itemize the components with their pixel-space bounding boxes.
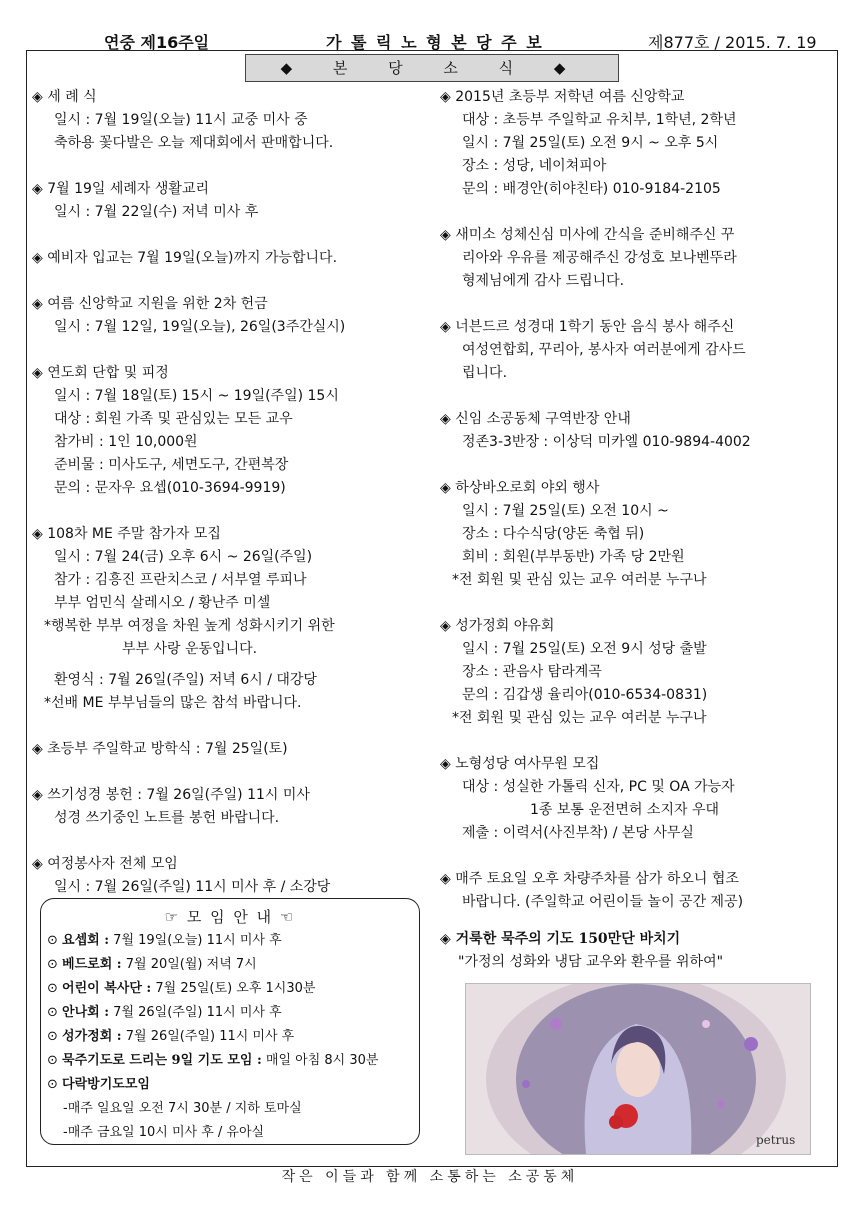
news-item-line: 참가비 : 1인 10,000원 (54, 434, 198, 450)
meeting-item (41, 1073, 419, 1097)
news-item-line: 대상 : 초등부 주일학교 유치부, 1학년, 2학년 (462, 112, 737, 128)
meeting-item (41, 929, 419, 953)
news-item-line: 일시 : 7월 25일(토) 오전 9시 ~ 오후 5시 (462, 135, 719, 151)
news-item-line: 일시 : 7월 19일(오늘) 11시 교중 미사 중 (54, 112, 308, 128)
news-item-title: ◈ 7월 19일 세례자 생활교리 (32, 178, 430, 201)
news-item-title: ◈ 여름 신앙학교 지원을 위한 2차 헌금 (32, 293, 430, 316)
news-item-line: 회비 : 회원(부부동반) 가족 당 2만원 (462, 549, 685, 565)
meeting-name: 베드로회 : (62, 957, 122, 972)
news-item-line: 1종 보통 운전면허 소지자 우대 (530, 802, 719, 818)
news-item-title: ◈ 세 례 식 (32, 86, 430, 109)
news-item-line: 성경 쓰기중인 노트를 봉헌 바랍니다. (54, 810, 280, 826)
news-item-line: 장소 : 성당, 네이쳐피아 (462, 158, 607, 174)
news-item-title: ◈ 연도회 단합 및 피정 (32, 362, 430, 385)
meeting-name: 묵주기도로 드리는 9일 기도 모임 : (62, 1053, 262, 1068)
news-item-title: ◈ 2015년 초등부 저학년 여름 신앙학교 (440, 86, 832, 109)
meeting-detail: 7월 19일(오늘) 11시 미사 후 (113, 933, 282, 948)
news-item-line: 일시 : 7월 25일(토) 오전 10시 ~ (462, 503, 669, 519)
news-item-line: 준비물 : 미사도구, 세면도구, 간편복장 (54, 457, 289, 473)
artist-signature: petrus (756, 1133, 796, 1147)
meeting-detail: 7월 20일(월) 저녁 7시 (125, 957, 257, 972)
news-item (440, 408, 832, 454)
meeting-detail: 매일 아침 8시 30분 (265, 1053, 379, 1068)
meeting-sub-line: -매주 금요일 10시 미사 후 / 유아실 (63, 1125, 265, 1140)
news-item (440, 615, 832, 730)
news-item-line: 장소 : 관음사 탐라계곡 (462, 664, 602, 680)
circle-bullet-icon: ⊙ (47, 957, 63, 972)
news-item (32, 293, 430, 339)
news-item-title: ◈ 예비자 입교는 7월 19일(오늘)까지 가능합니다. (32, 247, 430, 270)
news-item-line: 리아와 우유를 제공해주신 강성호 보나벤뚜라 (462, 250, 737, 266)
news-item (32, 523, 430, 715)
bulletin-title: 가 톨 릭 노 형 본 당 주 보 (326, 33, 544, 52)
meeting-box-title: ☞ 모 임 안 내 ☜ (164, 908, 296, 926)
meeting-item (41, 1049, 419, 1073)
news-item-line: 환영식 : 7월 26일(주일) 저녁 6시 / 대강당 (54, 672, 317, 688)
news-item (32, 738, 430, 761)
left-column (32, 86, 430, 922)
news-item-line: 부부 엄민식 살레시오 / 황난주 미셀 (54, 595, 271, 611)
news-item-line: 문의 : 김갑생 율리아(010-6534-0831) (462, 687, 708, 703)
news-item-title: ◈ 여정봉사자 전체 모임 (32, 853, 430, 876)
news-item-line: 바랍니다. (주일학교 어린이들 놀이 공간 제공) (462, 894, 744, 910)
meeting-box (40, 898, 420, 1145)
prayer-section (440, 928, 832, 974)
circle-bullet-icon: ⊙ (47, 1005, 63, 1020)
news-item-title: ◈ 성가정회 야유회 (440, 615, 832, 638)
news-item (440, 224, 832, 293)
meeting-sub-line: -매주 일요일 오전 7시 30분 / 지하 토마실 (63, 1101, 302, 1116)
news-item-line: 일시 : 7월 26일(주일) 11시 미사 후 / 소강당 (54, 879, 331, 895)
news-item (32, 784, 430, 830)
news-item-title: ◈ 노형성당 여사무원 모집 (440, 753, 832, 776)
news-item-line: 장소 : 다수식당(양돈 축협 뒤) (462, 526, 645, 542)
meeting-item (41, 1001, 419, 1025)
news-item-line: 립니다. (462, 365, 508, 381)
news-item (32, 247, 430, 270)
news-item-line: 참가 : 김흥진 프란치스코 / 서부열 루피나 (54, 572, 307, 588)
news-item-title: ◈ 108차 ME 주말 참가자 모집 (32, 523, 430, 546)
prayer-intent: "가정의 성화와 냉담 교우와 환우를 위하여" (458, 954, 724, 970)
page-header (0, 30, 860, 52)
meeting-name: 성가정회 : (62, 1029, 122, 1044)
news-item (32, 86, 430, 155)
news-item-note: *전 회원 및 관심 있는 교우 여러분 누구나 (452, 572, 707, 588)
meeting-name: 요셉회 : (62, 933, 110, 948)
meeting-detail: 7월 26일(주일) 11시 미사 후 (113, 1005, 282, 1020)
meeting-item (41, 953, 419, 977)
meeting-name: 어린이 복사단 : (62, 981, 152, 996)
news-item-title: ◈ 신임 소공동체 구역반장 안내 (440, 408, 832, 431)
meeting-name: 안나회 : (62, 1005, 110, 1020)
news-item-line: 일시 : 7월 24(금) 오후 6시 ~ 26일(주일) (54, 549, 313, 565)
news-item-title: ◈ 초등부 주일학교 방학식 : 7월 25일(토) (32, 738, 430, 761)
news-item-title: ◈ 매주 토요일 오후 차량주차를 삼가 하오니 협조 (440, 868, 832, 891)
news-item (440, 316, 832, 385)
circle-bullet-icon: ⊙ (47, 1029, 63, 1044)
meeting-item (41, 977, 419, 1001)
prayer-title: ◈ 거룩한 묵주의 기도 150만단 바치기 (440, 928, 832, 951)
meeting-name: 다락방기도모임 (62, 1077, 150, 1092)
news-item-title: ◈ 새미소 성체신심 미사에 간식을 준비해주신 꾸 (440, 224, 832, 247)
news-item (440, 868, 832, 914)
meeting-detail: 7월 26일(주일) 11시 미사 후 (125, 1029, 295, 1044)
circle-bullet-icon: ⊙ (47, 1053, 63, 1068)
news-item-line: 일시 : 7월 25일(토) 오전 9시 성당 출발 (462, 641, 707, 657)
news-item (32, 362, 430, 500)
news-item (440, 753, 832, 845)
news-item-line: 대상 : 성실한 가톨릭 신자, PC 및 OA 가능자 (462, 779, 735, 795)
news-item-line: 정존3-3반장 : 이상덕 미카엘 010-9894-4002 (462, 434, 751, 450)
right-column (440, 86, 832, 937)
news-item-line: 일시 : 7월 22일(수) 저녁 미사 후 (54, 204, 259, 220)
news-item-note: *전 회원 및 관심 있는 교우 여러분 누구나 (452, 710, 707, 726)
news-item-title: ◈ 너븐드르 성경대 1학기 동안 음식 봉사 해주신 (440, 316, 832, 339)
news-item-line: 축하용 꽃다발은 오늘 제대회에서 판매합니다. (54, 135, 334, 151)
news-item-line: 일시 : 7월 18일(토) 15시 ~ 19일(주일) 15시 (54, 388, 339, 404)
madonna-illustration (466, 984, 810, 1154)
news-item-line: 형제님에게 감사 드립니다. (462, 273, 625, 289)
circle-bullet-icon: ⊙ (47, 981, 63, 996)
news-item-line: 여성연합회, 꾸리아, 봉사자 여러분에게 감사드 (462, 342, 746, 358)
news-item (440, 86, 832, 201)
news-item-line: 제출 : 이력서(사진부착) / 본당 사무실 (462, 825, 694, 841)
news-item-line: 대상 : 회원 가족 및 관심있는 모든 교우 (54, 411, 293, 427)
section-banner: ◆ 본 당 소 식 ◆ (245, 54, 619, 82)
news-item-note: *행복한 부부 여정을 차원 높게 성화시키기 위한 (44, 618, 335, 634)
meeting-list (41, 929, 419, 1145)
liturgical-week: 연중 제16주일 (104, 33, 210, 52)
news-item-line: 문의 : 배경안(히야친타) 010-9184-2105 (462, 181, 721, 197)
issue-date: 제877호 / 2015. 7. 19 (648, 33, 817, 52)
news-item-line: 문의 : 문자우 요셉(010-3694-9919) (54, 480, 286, 496)
news-item (440, 477, 832, 592)
meeting-item (41, 1025, 419, 1049)
madonna-painting (465, 983, 811, 1155)
news-item (32, 853, 430, 899)
news-item (32, 178, 430, 224)
news-item-line: 일시 : 7월 12일, 19일(오늘), 26일(3주간실시) (54, 319, 346, 335)
meeting-detail: 7월 25일(토) 오후 1시30분 (155, 981, 316, 996)
circle-bullet-icon: ⊙ (47, 1077, 63, 1092)
news-item-title: ◈ 쓰기성경 봉헌 : 7월 26일(주일) 11시 미사 (32, 784, 430, 807)
page-footer: 작은 이들과 함께 소통하는 소공동체 (281, 1169, 579, 1185)
news-item-line: 부부 사랑 운동입니다. (122, 641, 258, 657)
news-item-note: *선배 ME 부부님들의 많은 참석 바랍니다. (44, 695, 302, 711)
news-item-title: ◈ 하상바오로회 야외 행사 (440, 477, 832, 500)
circle-bullet-icon: ⊙ (47, 933, 63, 948)
